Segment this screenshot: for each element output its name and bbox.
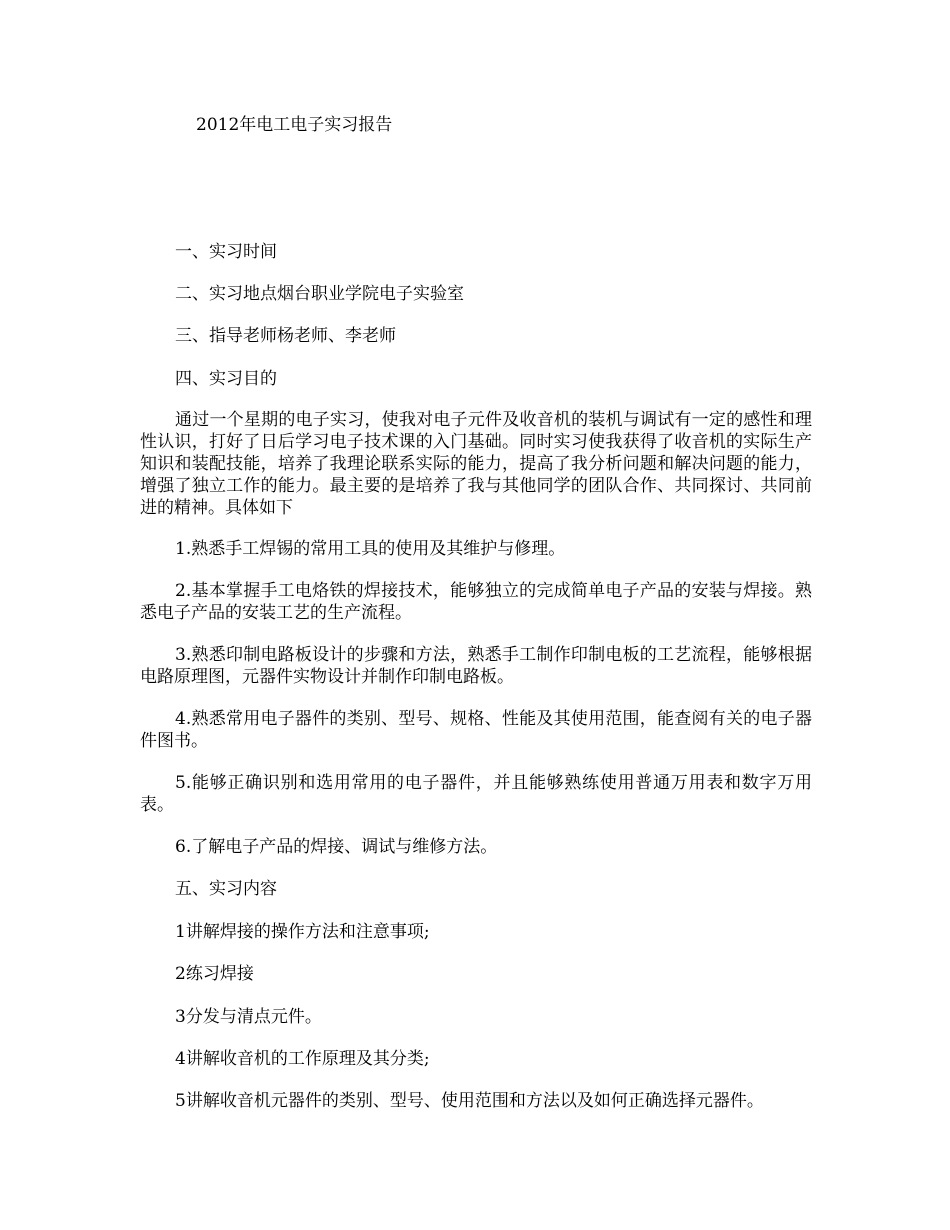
list-item-6: 6.了解电子产品的焊接、调试与维修方法。 [175,837,498,857]
document-title: 2012年电工电子实习报告 [196,115,393,135]
list-item-5: 5.能够正确识别和选用常用的电子器件，并且能够熟练使用普通万用表和数字万用表。 [140,773,812,815]
content-item-4: 4讲解收音机的工作原理及其分类; [175,1049,430,1069]
content-item-1: 1讲解焊接的操作方法和注意事项; [175,922,430,942]
heading-practice-time: 一、实习时间 [175,242,277,262]
heading-practice-purpose: 四、实习目的 [175,369,277,389]
list-item-1: 1.熟悉手工焊锡的常用工具的使用及其维护与修理。 [175,539,566,559]
content-item-3: 3分发与清点元件。 [175,1007,322,1027]
heading-practice-location: 二、实习地点烟台职业学院电子实验室 [175,284,464,304]
list-item-3: 3.熟悉印制电路板设计的步骤和方法，熟悉手工制作印制电板的工艺流程，能够根据电路原理图，元器件实物设计并制作印制电路板。 [140,645,812,687]
heading-instructors: 三、指导老师杨老师、李老师 [175,326,396,346]
list-item-4: 4.熟悉常用电子器件的类别、型号、规格、性能及其使用范围，能查阅有关的电子器件图书。 [140,709,812,751]
content-item-5: 5讲解收音机元器件的类别、型号、使用范围和方法以及如何正确选择元器件。 [175,1091,764,1111]
list-item-2: 2.基本掌握手工电烙铁的焊接技术，能够独立的完成简单电子产品的安装与焊接。熟悉电子产品的安装工艺的生产流程。 [140,581,812,623]
heading-practice-content: 五、实习内容 [175,879,277,899]
paragraph-purpose-body: 通过一个星期的电子实习，使我对电子元件及收音机的装机与调试有一定的感性和理性认识，打好了日后学习电子技术课的入门基础。同时实习使我获得了收音机的实际生产知识和装配技能，培养了我理论联系实际的能力，提高了我分析问题和解决问题的能力，增强了独立工作的能力。最主要的是培养了我与其他同学的团队合作、共同探讨、共同前进的精神。具体如下 [140,410,812,518]
content-item-2: 2练习焊接 [175,964,254,984]
